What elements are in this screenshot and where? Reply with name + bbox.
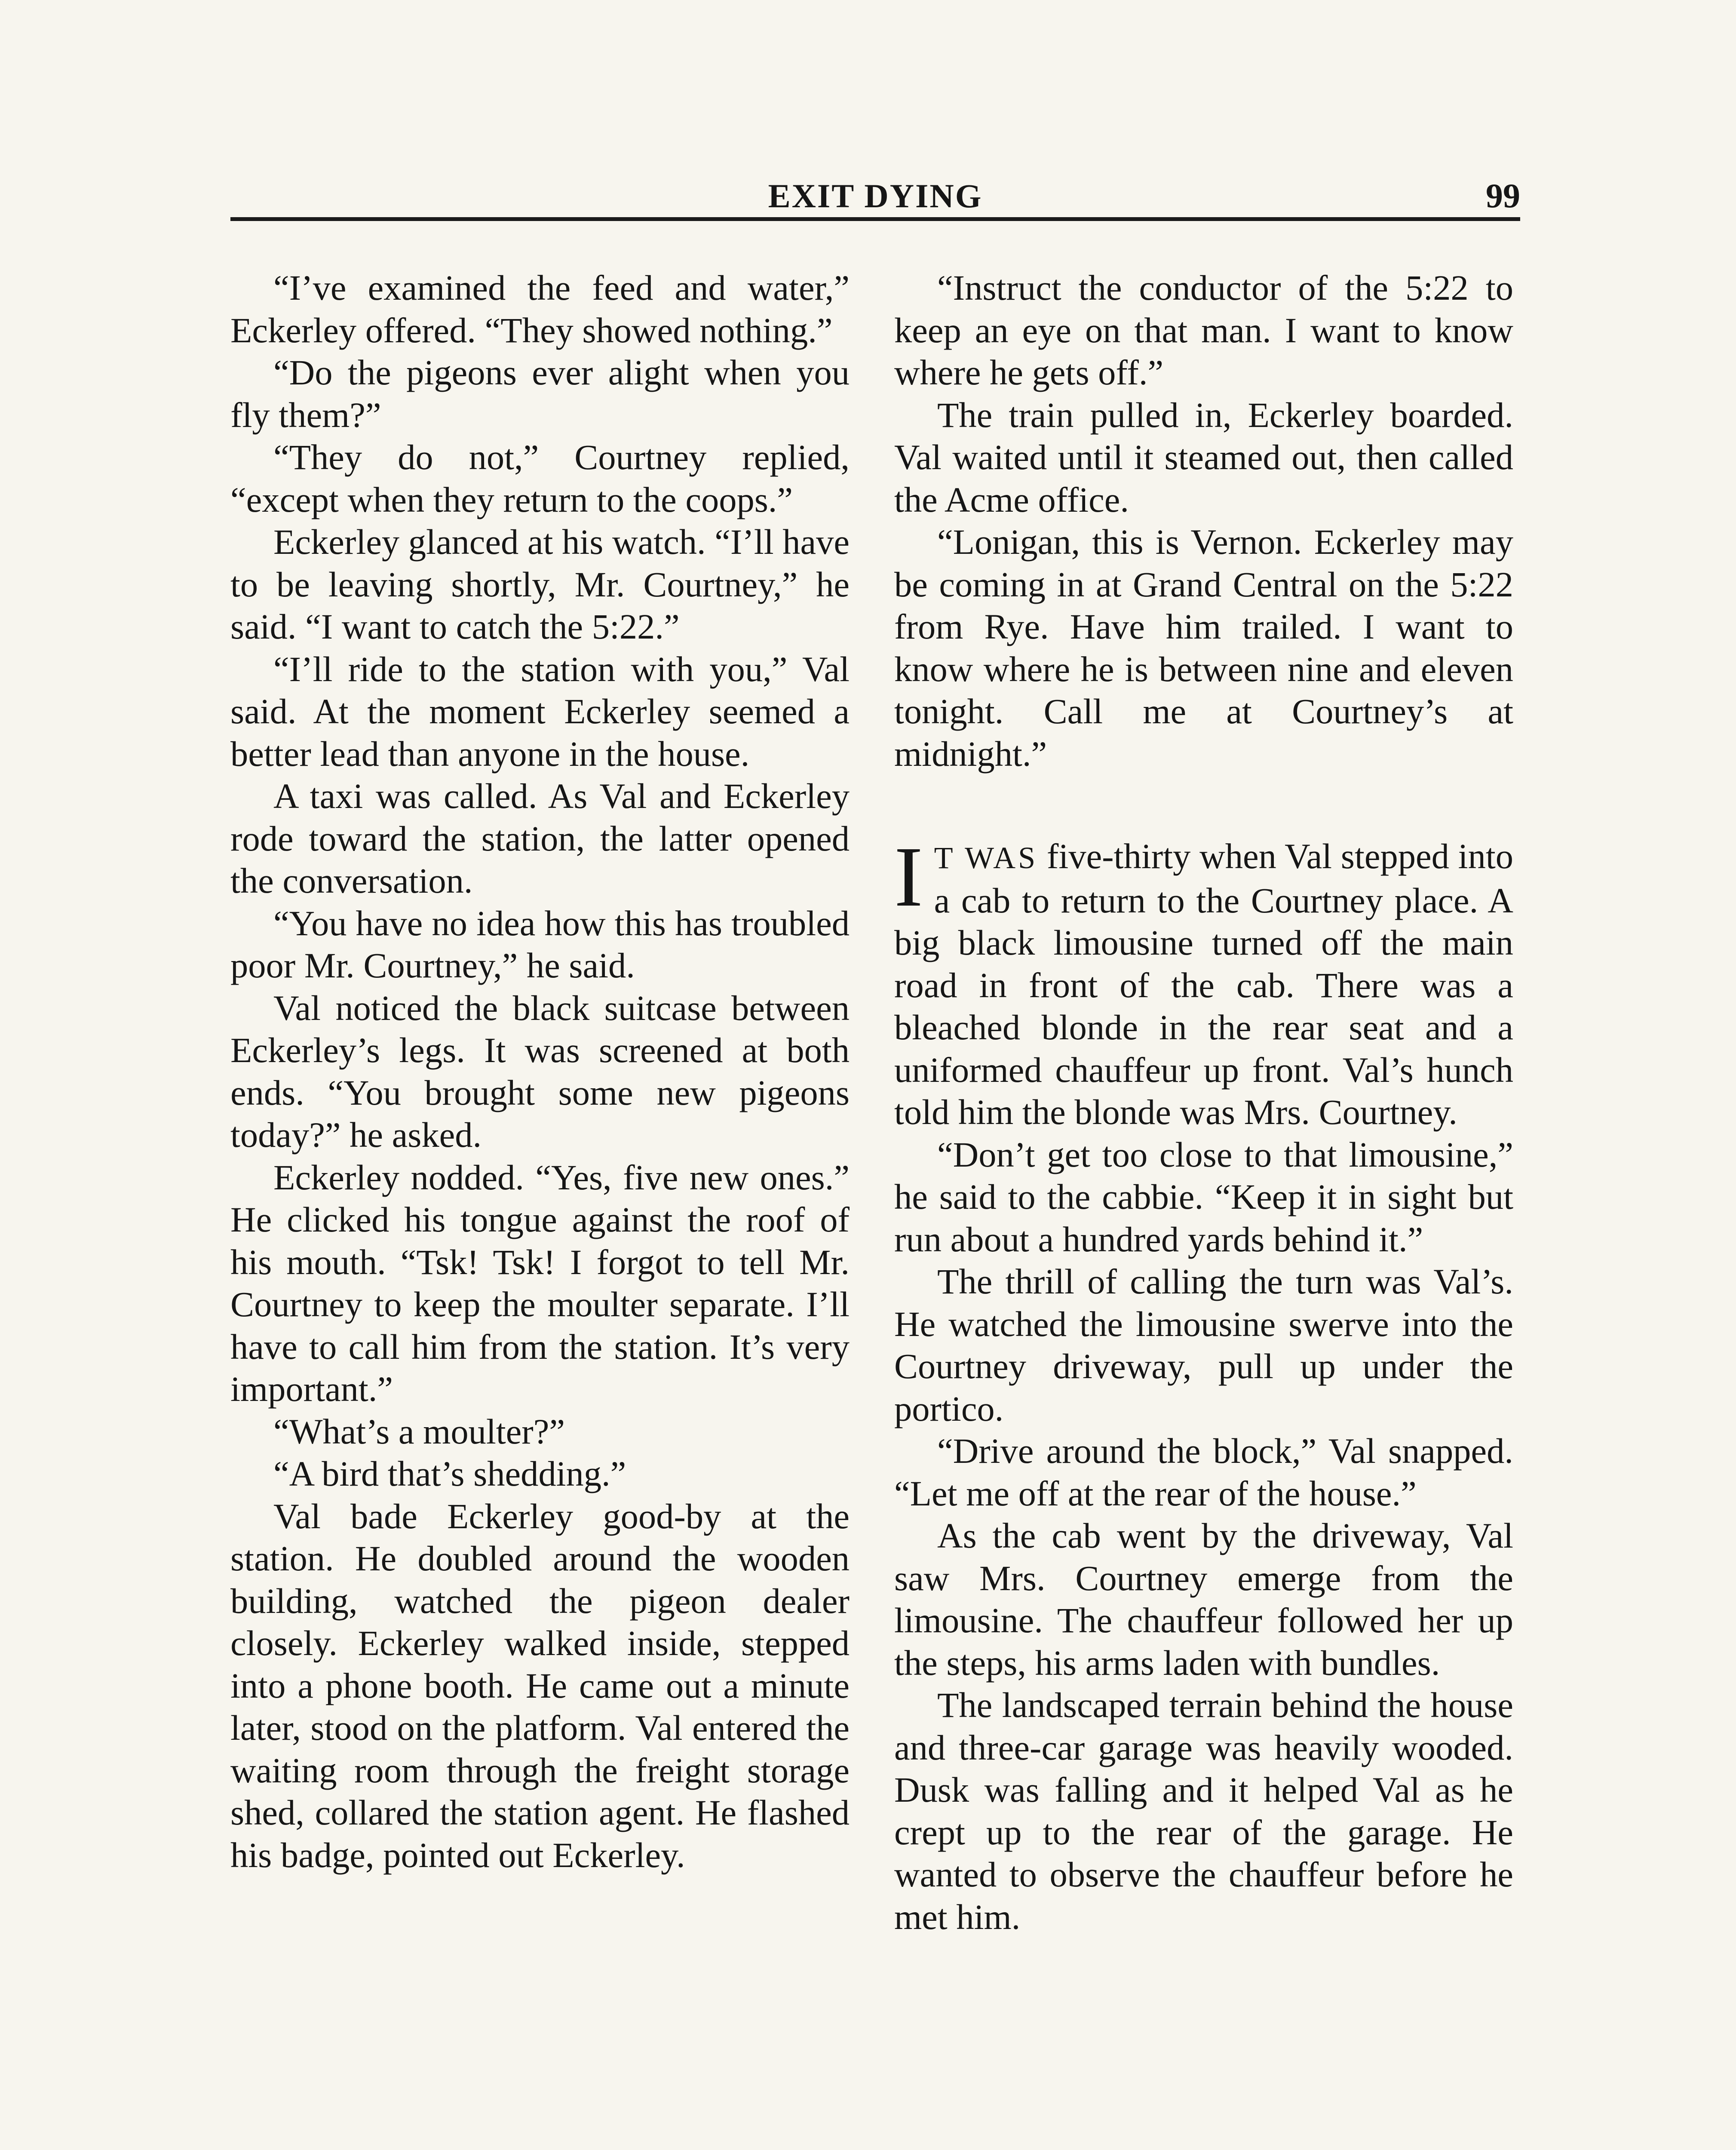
paragraph: Val bade Eckerley good-by at the station. He doubled around the wooden building, watched the pigeon dealer closely. Eckerley walked inside, stepped into a phone booth. He came out a minute later, stood on the platform. Val entered the waiting room through the freight storage shed, collared the station agent. He flashed his badge, pointed out Eckerley. [230,1496,850,1875]
paragraph: “Don’t get too close to that limousine,” he said to the cabbie. “Keep it in sight but run about a hundred yards behind it.” [894,1134,1513,1259]
paragraph: “You have no idea how this has troubled poor Mr. Courtney,” he said. [230,903,850,985]
running-header [230,175,1520,217]
paragraph: Eckerley glanced at his watch. “I’ll have to be leaving shortly, Mr. Courtney,” he said. “I want to catch the 5:22.” [230,522,850,646]
small-caps-lead: T WAS [934,841,1038,875]
paragraph: “A bird that’s shedding.” [273,1454,626,1493]
paragraph: “Lonigan, this is Vernon. Eckerley may be coming in at Grand Central on the 5:22 from Rye. Have him trailed. I want to know where he is between nine and eleven tonight. Call me at Courtney’s at midnight.” [894,522,1513,774]
paragraph: The train pulled in, Eckerley boarded. Val waited until it steamed out, then called the Acme office. [894,395,1513,519]
section-start-text: five-thirty when Val stepped into a cab to return to the Courtney place. A big black limousine turned off the main road in front of the cab. There was a bleached blonde in the rear seat and a uniformed chauffeur up front. Val’s hunch told him the blonde was Mrs. Courtney. [894,836,1513,1132]
paragraph: As the cab went by the driveway, Val saw Mrs. Courtney emerge from the limousine. The chauffeur followed her up the steps, his arms laden with bundles. [894,1516,1513,1683]
paragraph: Eckerley nodded. “Yes, five new ones.” He clicked his tongue against the roof of his mouth. “Tsk! Tsk! I forgot to tell Mr. Courtney to keep the moulter separate. I’ll have to call him from the station. It’s very important.” [230,1157,850,1409]
paragraph: “What’s a moulter?” [273,1411,565,1451]
page-number: 99 [1486,177,1520,215]
paragraph: “I’ll ride to the station with you,” Val said. At the moment Eckerley seemed a better lead than anyone in the house. [230,649,850,774]
paragraph: “They do not,” Courtney replied, “except when they return to the coops.” [230,437,850,519]
paragraph: The thrill of calling the turn was Val’s. He watched the limousine swerve into the Courtney driveway, pull up under the portico. [894,1262,1513,1428]
header-rule [230,217,1520,221]
drop-cap: I [894,829,923,924]
paragraph: A taxi was called. As Val and Eckerley rode toward the station, the latter opened the conversation. [230,776,850,900]
section-start-paragraph [894,829,1513,1133]
running-title: EXIT DYING [768,177,983,215]
paragraph: “I’ve examined the feed and water,” Eckerley offered. “They showed nothing.” [230,268,850,350]
right-column [894,267,1513,1938]
paragraph: Val noticed the black suitcase between Eckerley’s legs. It was screened at both ends. “You brought some new pigeons today?” he asked. [230,988,850,1155]
paragraph: “Do the pigeons ever alight when you fly them?” [230,353,850,435]
left-column [230,267,850,1876]
paragraph: “Instruct the conductor of the 5:22 to keep an eye on that man. I want to know where he gets off.” [894,268,1513,392]
paragraph: “Drive around the block,” Val snapped. “Let me off at the rear of the house.” [894,1431,1513,1513]
paragraph: The landscaped terrain behind the house and three-car garage was heavily wooded. Dusk was falling and it helped Val as he crept up to the rear of the garage. He wanted to observe the chauffeur before he met him. [894,1685,1513,1937]
